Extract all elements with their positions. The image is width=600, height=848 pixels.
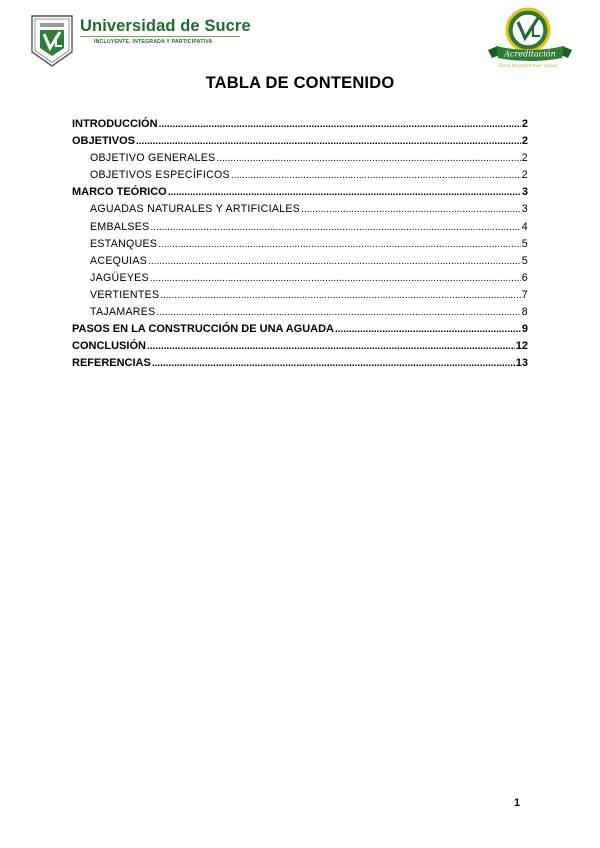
toc-entry-page: 8 bbox=[521, 306, 528, 319]
toc-entry[interactable] bbox=[72, 287, 528, 304]
toc-entry-page: 12 bbox=[515, 340, 528, 353]
toc-entry-title: REFERENCIAS bbox=[72, 357, 151, 370]
university-seal-logo bbox=[30, 14, 74, 68]
toc-dot-leader bbox=[301, 201, 521, 218]
toc-entry[interactable] bbox=[72, 219, 528, 236]
toc-entry[interactable] bbox=[72, 321, 528, 338]
university-name: Universidad de Sucre bbox=[80, 17, 251, 35]
toc-dot-leader bbox=[160, 287, 520, 304]
toc-entry-page: 6 bbox=[521, 271, 528, 284]
accreditation-logo bbox=[484, 6, 576, 70]
toc-dot-leader bbox=[150, 270, 521, 287]
toc-entry-page: 2 bbox=[521, 118, 528, 130]
page-title: TABLA DE CONTENIDO bbox=[205, 74, 395, 92]
toc-entry-page: 13 bbox=[515, 357, 528, 370]
toc-entry-title: CONCLUSIÓN bbox=[72, 340, 146, 353]
toc-dot-leader bbox=[136, 133, 521, 150]
accreditation-sublabel: Para transformar vidas bbox=[498, 63, 558, 69]
toc-dot-leader bbox=[168, 184, 521, 201]
toc-dot-leader bbox=[148, 253, 521, 270]
toc-entry-page: 4 bbox=[521, 220, 528, 233]
toc-entry-title: AGUADAS NATURALES Y ARTIFICIALES bbox=[90, 203, 301, 216]
toc-entry[interactable] bbox=[72, 201, 528, 218]
toc-entry[interactable] bbox=[72, 116, 528, 133]
toc-entry-title: OBJETIVOS ESPECÍFICOS bbox=[90, 169, 230, 182]
toc-entry-title: EMBALSES bbox=[90, 220, 150, 233]
toc-entry-page: 9 bbox=[521, 323, 528, 336]
toc-entry-page: 2 bbox=[521, 135, 528, 148]
university-slogan: INCLUYENTE, INTEGRADA Y PARTICIPATIVA bbox=[94, 39, 213, 45]
toc-entry[interactable] bbox=[72, 184, 528, 201]
toc-entry-page: 7 bbox=[521, 288, 528, 301]
toc-dot-leader bbox=[217, 150, 521, 167]
accreditation-label: Acreditación bbox=[504, 49, 556, 59]
toc-entry[interactable] bbox=[72, 236, 528, 253]
toc-dot-leader bbox=[231, 167, 521, 184]
toc-entry-page: 2 bbox=[521, 152, 528, 165]
toc-entry-title: ACEQUIAS bbox=[90, 254, 148, 267]
toc-dot-leader bbox=[335, 321, 521, 338]
toc-dot-leader bbox=[151, 219, 521, 236]
toc-entry-title: JAGÜEYES bbox=[90, 271, 149, 284]
toc-entry-title: OBJETIVO GENERALES bbox=[90, 152, 216, 165]
toc-entry[interactable] bbox=[72, 253, 528, 270]
toc-entry[interactable] bbox=[72, 338, 528, 355]
toc-dot-leader bbox=[158, 236, 521, 253]
toc-entry-title: TAJAMARES bbox=[90, 306, 156, 319]
toc-entry-title: OBJETIVOS bbox=[72, 135, 135, 148]
toc-entry[interactable] bbox=[72, 133, 528, 150]
table-of-contents bbox=[72, 116, 528, 372]
page-number: 1 bbox=[514, 797, 521, 809]
toc-entry[interactable] bbox=[72, 150, 528, 167]
toc-entry-page: 2 bbox=[521, 169, 528, 182]
toc-entry[interactable] bbox=[72, 304, 528, 321]
toc-entry-page: 3 bbox=[521, 186, 528, 199]
toc-entry-title: INTRODUCCIÓN bbox=[72, 118, 158, 130]
toc-entry-page: 5 bbox=[521, 254, 528, 267]
toc-entry-title: ESTANQUES bbox=[90, 237, 158, 250]
toc-entry-page: 3 bbox=[521, 203, 528, 216]
toc-dot-leader bbox=[152, 355, 515, 372]
toc-entry-title: VERTIENTES bbox=[90, 288, 160, 301]
toc-entry[interactable] bbox=[72, 270, 528, 287]
toc-entry-title: MARCO TEÓRICO bbox=[72, 186, 167, 199]
toc-entry-page: 5 bbox=[521, 237, 528, 250]
toc-entry[interactable] bbox=[72, 167, 528, 184]
header-divider bbox=[80, 36, 240, 37]
toc-dot-leader bbox=[147, 338, 515, 355]
toc-entry[interactable] bbox=[72, 355, 528, 372]
toc-dot-leader bbox=[157, 304, 521, 321]
toc-dot-leader bbox=[159, 116, 521, 133]
toc-entry-title: PASOS EN LA CONSTRUCCIÓN DE UNA AGUADA bbox=[72, 323, 334, 336]
